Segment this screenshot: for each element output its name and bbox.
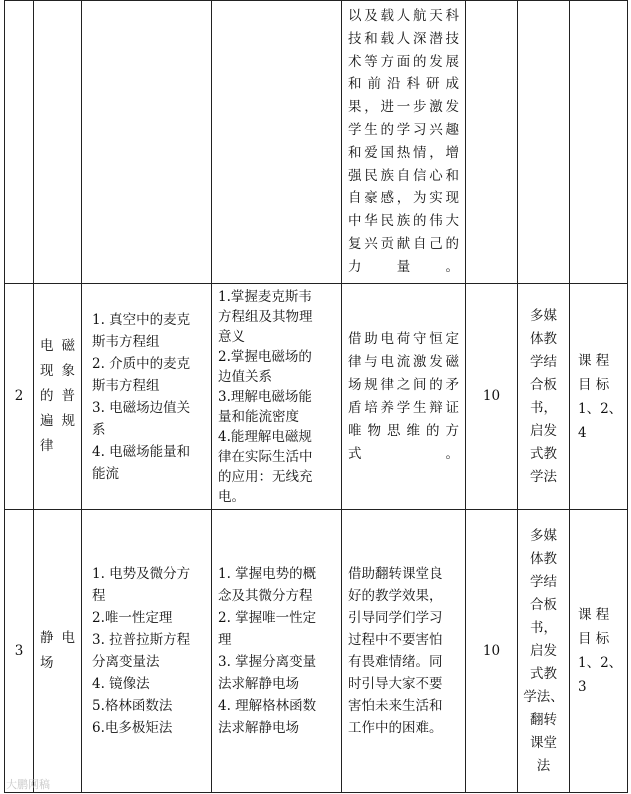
requirement-line: 的应用：无线充	[218, 468, 313, 485]
politics-line: 借助电荷守恒定	[348, 330, 459, 347]
requirement-line: 律在实际生活中	[218, 448, 313, 465]
politics-line: 复兴贡献自己的	[348, 235, 459, 252]
politics-line: 学生的学习兴趣	[348, 121, 459, 138]
requirement-line: 3. 掌握分离变量	[218, 654, 317, 670]
watermark: 大鹏网稿	[6, 778, 50, 791]
content-line: 3. 拉普拉斯方程	[92, 632, 191, 648]
content-line: 2. 介质中的麦克	[92, 355, 191, 372]
politics-cell	[342, 284, 466, 510]
requirement-line: 法求解静电场	[218, 676, 299, 692]
politics-line: 技和载人深潜技	[348, 30, 459, 47]
requirement-line: 方程组及其物理	[218, 308, 313, 325]
class-hours: 10	[482, 388, 501, 404]
table-row	[5, 284, 628, 510]
content-cell	[82, 1, 212, 284]
politics-line: 式。	[348, 445, 459, 462]
requirement-cell	[212, 1, 342, 284]
requirement-line: 4.能理解电磁规	[218, 428, 312, 445]
politics-line: 力量。	[348, 258, 459, 275]
goal-line: 课 程	[578, 607, 610, 623]
table-row	[5, 1, 628, 284]
requirement-cell	[212, 510, 342, 793]
hours-cell	[466, 284, 518, 510]
politics-cell	[342, 1, 466, 284]
chapter-name-line: 静电	[40, 630, 75, 646]
method-cell	[518, 1, 570, 284]
method-line: 课堂	[530, 734, 557, 751]
content-line: 4. 镜像法	[92, 676, 150, 692]
requirement-line: 意义	[218, 328, 245, 345]
content-line: 斯韦方程组	[92, 333, 160, 350]
chapter-name-line: 的普	[40, 388, 75, 404]
goal-line: 目 标	[578, 631, 610, 647]
method-line: 书，	[530, 619, 557, 636]
chapter-name-line: 场	[40, 655, 54, 671]
content-line: 分离变量法	[92, 654, 160, 670]
requirement-line: 念及其微分方程	[218, 588, 313, 604]
goal-line: 课 程	[578, 352, 610, 369]
politics-line: 强民族自信心和	[348, 167, 459, 184]
method-line: 多媒	[530, 307, 557, 324]
goal-line: 4	[578, 424, 587, 441]
goal-line: 1、2、	[578, 655, 623, 671]
method-line: 学结	[530, 573, 557, 590]
method-line: 启发	[530, 642, 557, 659]
requirement-line: 2. 掌握唯一性定	[218, 610, 317, 626]
politics-line: 时引导大家不要	[348, 676, 443, 692]
method-cell	[518, 284, 570, 510]
requirement-line: 理	[218, 632, 232, 648]
content-line: 1. 真空中的麦克	[92, 311, 191, 328]
politics-line: 中华民族的伟大	[348, 213, 459, 230]
chapter-name-line: 现象	[40, 363, 75, 379]
method-line: 多媒	[530, 527, 557, 544]
politics-line: 借助翻转课堂良	[348, 566, 443, 582]
method-line: 合板	[530, 596, 557, 613]
politics-line: 自豪感，为实现	[348, 190, 459, 207]
chapter-name-line: 律	[40, 438, 54, 454]
requirement-line: 4. 理解格林函数	[218, 698, 317, 714]
chapter-number-cell	[5, 284, 34, 510]
requirement-line: 法求解静电场	[218, 720, 299, 736]
hours-cell	[466, 510, 518, 793]
method-line: 体教	[530, 330, 557, 347]
chapter-name-cell	[34, 510, 82, 793]
politics-line: 果，进一步激发	[348, 99, 459, 116]
chapter-name-line: 电磁	[40, 338, 75, 354]
goal-line: 1、2、	[578, 400, 623, 417]
chapter-name-cell	[34, 1, 82, 284]
method-line: 书，	[530, 399, 557, 416]
chapter-number: 3	[14, 642, 24, 659]
goal-cell	[570, 1, 628, 284]
politics-line: 和前沿科研成	[348, 76, 459, 93]
chapter-number-cell	[5, 1, 34, 284]
content-line: 2.唯一性定理	[92, 610, 173, 626]
class-hours: 10	[482, 642, 501, 659]
goal-cell	[570, 284, 628, 510]
politics-line: 好的教学效果，	[348, 588, 443, 604]
requirement-line: 1. 掌握电势的概	[218, 566, 317, 582]
syllabus-table	[4, 0, 628, 793]
requirement-line: 电。	[218, 488, 245, 505]
chapter-name-line: 遍规	[40, 413, 75, 429]
goal-line: 目 标	[578, 376, 610, 393]
content-line: 1. 电势及微分方	[92, 566, 191, 582]
method-line: 式教	[530, 665, 557, 682]
content-line: 斯韦方程组	[92, 377, 160, 394]
method-line: 学法、	[523, 688, 564, 705]
method-line: 启发	[530, 422, 557, 439]
politics-line: 工作中的困难。	[348, 720, 443, 736]
method-line: 法	[536, 757, 551, 774]
politics-cell	[342, 510, 466, 793]
hours-cell	[466, 1, 518, 284]
politics-line: 引导同学们学习	[348, 610, 443, 626]
method-cell	[518, 510, 570, 793]
requirement-line: 2.掌握电磁场的	[218, 348, 312, 365]
method-line: 式教	[530, 445, 557, 462]
chapter-number-cell	[5, 510, 34, 793]
method-line: 翻转	[530, 711, 557, 728]
content-cell	[82, 284, 212, 510]
politics-line: 有畏难情绪。同	[348, 654, 443, 670]
politics-line: 害怕未来生活和	[348, 698, 443, 714]
goal-cell	[570, 510, 628, 793]
requirement-line: 3.理解电磁场能	[218, 388, 312, 405]
requirement-line: 量和能流密度	[218, 408, 299, 425]
requirement-line: 边值关系	[218, 368, 272, 385]
politics-line: 律与电流激发磁	[348, 353, 459, 370]
content-line: 系	[92, 421, 106, 438]
method-line: 体教	[530, 550, 557, 567]
requirement-cell	[212, 284, 342, 510]
method-line: 合板	[530, 376, 557, 393]
politics-line: 过程中不要害怕	[348, 632, 443, 648]
content-cell	[82, 510, 212, 793]
content-line: 6.电多极矩法	[92, 720, 173, 736]
content-line: 能流	[92, 465, 119, 482]
politics-line: 盾培养学生辩证	[348, 399, 459, 416]
requirement-line: 1.掌握麦克斯韦	[218, 288, 312, 305]
politics-line: 场规律之间的矛	[348, 376, 459, 393]
content-line: 3. 电磁场边值关	[92, 399, 191, 416]
politics-line: 术等方面的发展	[348, 53, 459, 70]
chapter-number: 2	[14, 388, 24, 404]
content-line: 5.格林函数法	[92, 698, 173, 714]
content-line: 程	[92, 588, 106, 604]
content-line: 4. 电磁场能量和	[92, 443, 191, 460]
politics-line: 以及载人航天科	[348, 8, 459, 24]
politics-line: 和爱国热情，增	[348, 144, 459, 161]
goal-line: 3	[578, 679, 587, 695]
method-line: 学结	[530, 353, 557, 370]
table-row	[5, 510, 628, 793]
politics-line: 唯物思维的方	[348, 422, 459, 439]
chapter-name-cell	[34, 284, 82, 510]
method-line: 学法	[530, 468, 557, 485]
